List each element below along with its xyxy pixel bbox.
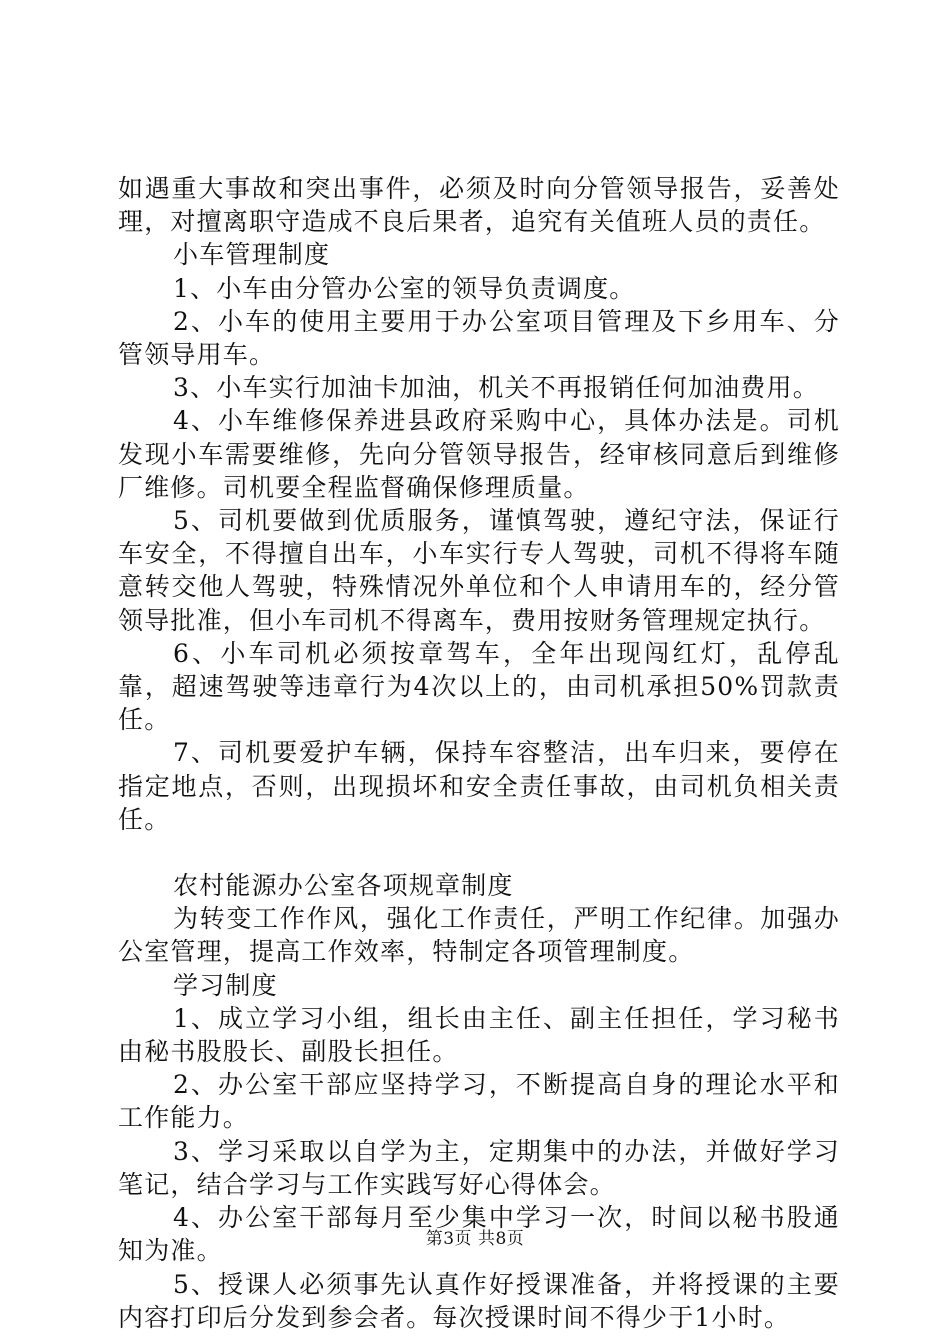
- rule-item: 5、授课人必须事先认真作好授课准备，并将授课的主要内容打印后分发到参会者。每次授课时间不得少于1小时。: [118, 1269, 840, 1332]
- rule-item: 5、司机要做到优质服务，谨慎驾驶，遵纪守法，保证行车安全，不得擅自出车，小车实行专人驾驶，司机不得将车随意转交他人驾驶，特殊情况外单位和个人申请用车的，经分管领导批准，但小车司机不得离车，费用按财务管理规定执行。: [118, 506, 840, 635]
- rule-item: 3、小车实行加油卡加油，机关不再报销任何加油费用。: [173, 373, 819, 403]
- rule-item: 7、司机要爱护车辆，保持车容整洁，出车归来，要停在指定地点，否则，出现损坏和安全责任事故，由司机负相关责任。: [118, 738, 840, 834]
- rule-item: 3、学习采取以自学为主，定期集中的办法，并做好学习笔记，结合学习与工作实践写好心得体会。: [118, 1136, 840, 1199]
- paragraph-continuation: 如遇重大事故和突出事件，必须及时向分管领导报告，妥善处理，对擅离职守造成不良后果者，追究有关值班人员的责任。: [118, 174, 840, 237]
- section-heading-car-management: 小车管理制度: [173, 240, 331, 270]
- rule-item: 2、小车的使用主要用于办公室项目管理及下乡用车、分管领导用车。: [118, 306, 840, 370]
- intro-paragraph: 为转变工作作风，强化工作责任，严明工作纪律。加强办公室管理，提高工作效率，特制定各项管理制度。: [118, 904, 840, 967]
- rule-item: 1、成立学习小组，组长由主任、副主任担任，学习秘书由秘书股股长、副股长担任。: [118, 1003, 840, 1067]
- rule-item: 4、办公室干部每月至少集中学习一次，时间以秘书股通知为准。: [118, 1203, 840, 1266]
- document-title: 农村能源办公室各项规章制度: [173, 871, 514, 901]
- rule-item: 2、办公室干部应坚持学习，不断提高自身的理论水平和工作能力。: [118, 1070, 840, 1133]
- rule-item: 6、小车司机必须按章驾车，全年出现闯红灯，乱停乱靠，超速驾驶等违章行为4次以上的，由司机承担50%罚款责任。: [118, 638, 840, 735]
- rule-item: 1、小车由分管办公室的领导负责调度。: [173, 273, 636, 303]
- page-footer: 第3页 共8页: [425, 1229, 525, 1249]
- rule-item: 4、小车维修保养进县政府采购中心，具体办法是。司机发现小车需要维修，先向分管领导报告，经审核同意后到维修厂维修。司机要全程监督确保修理质量。: [118, 406, 840, 502]
- section-heading-study: 学习制度: [173, 970, 278, 1000]
- document-body: [118, 172, 840, 1334]
